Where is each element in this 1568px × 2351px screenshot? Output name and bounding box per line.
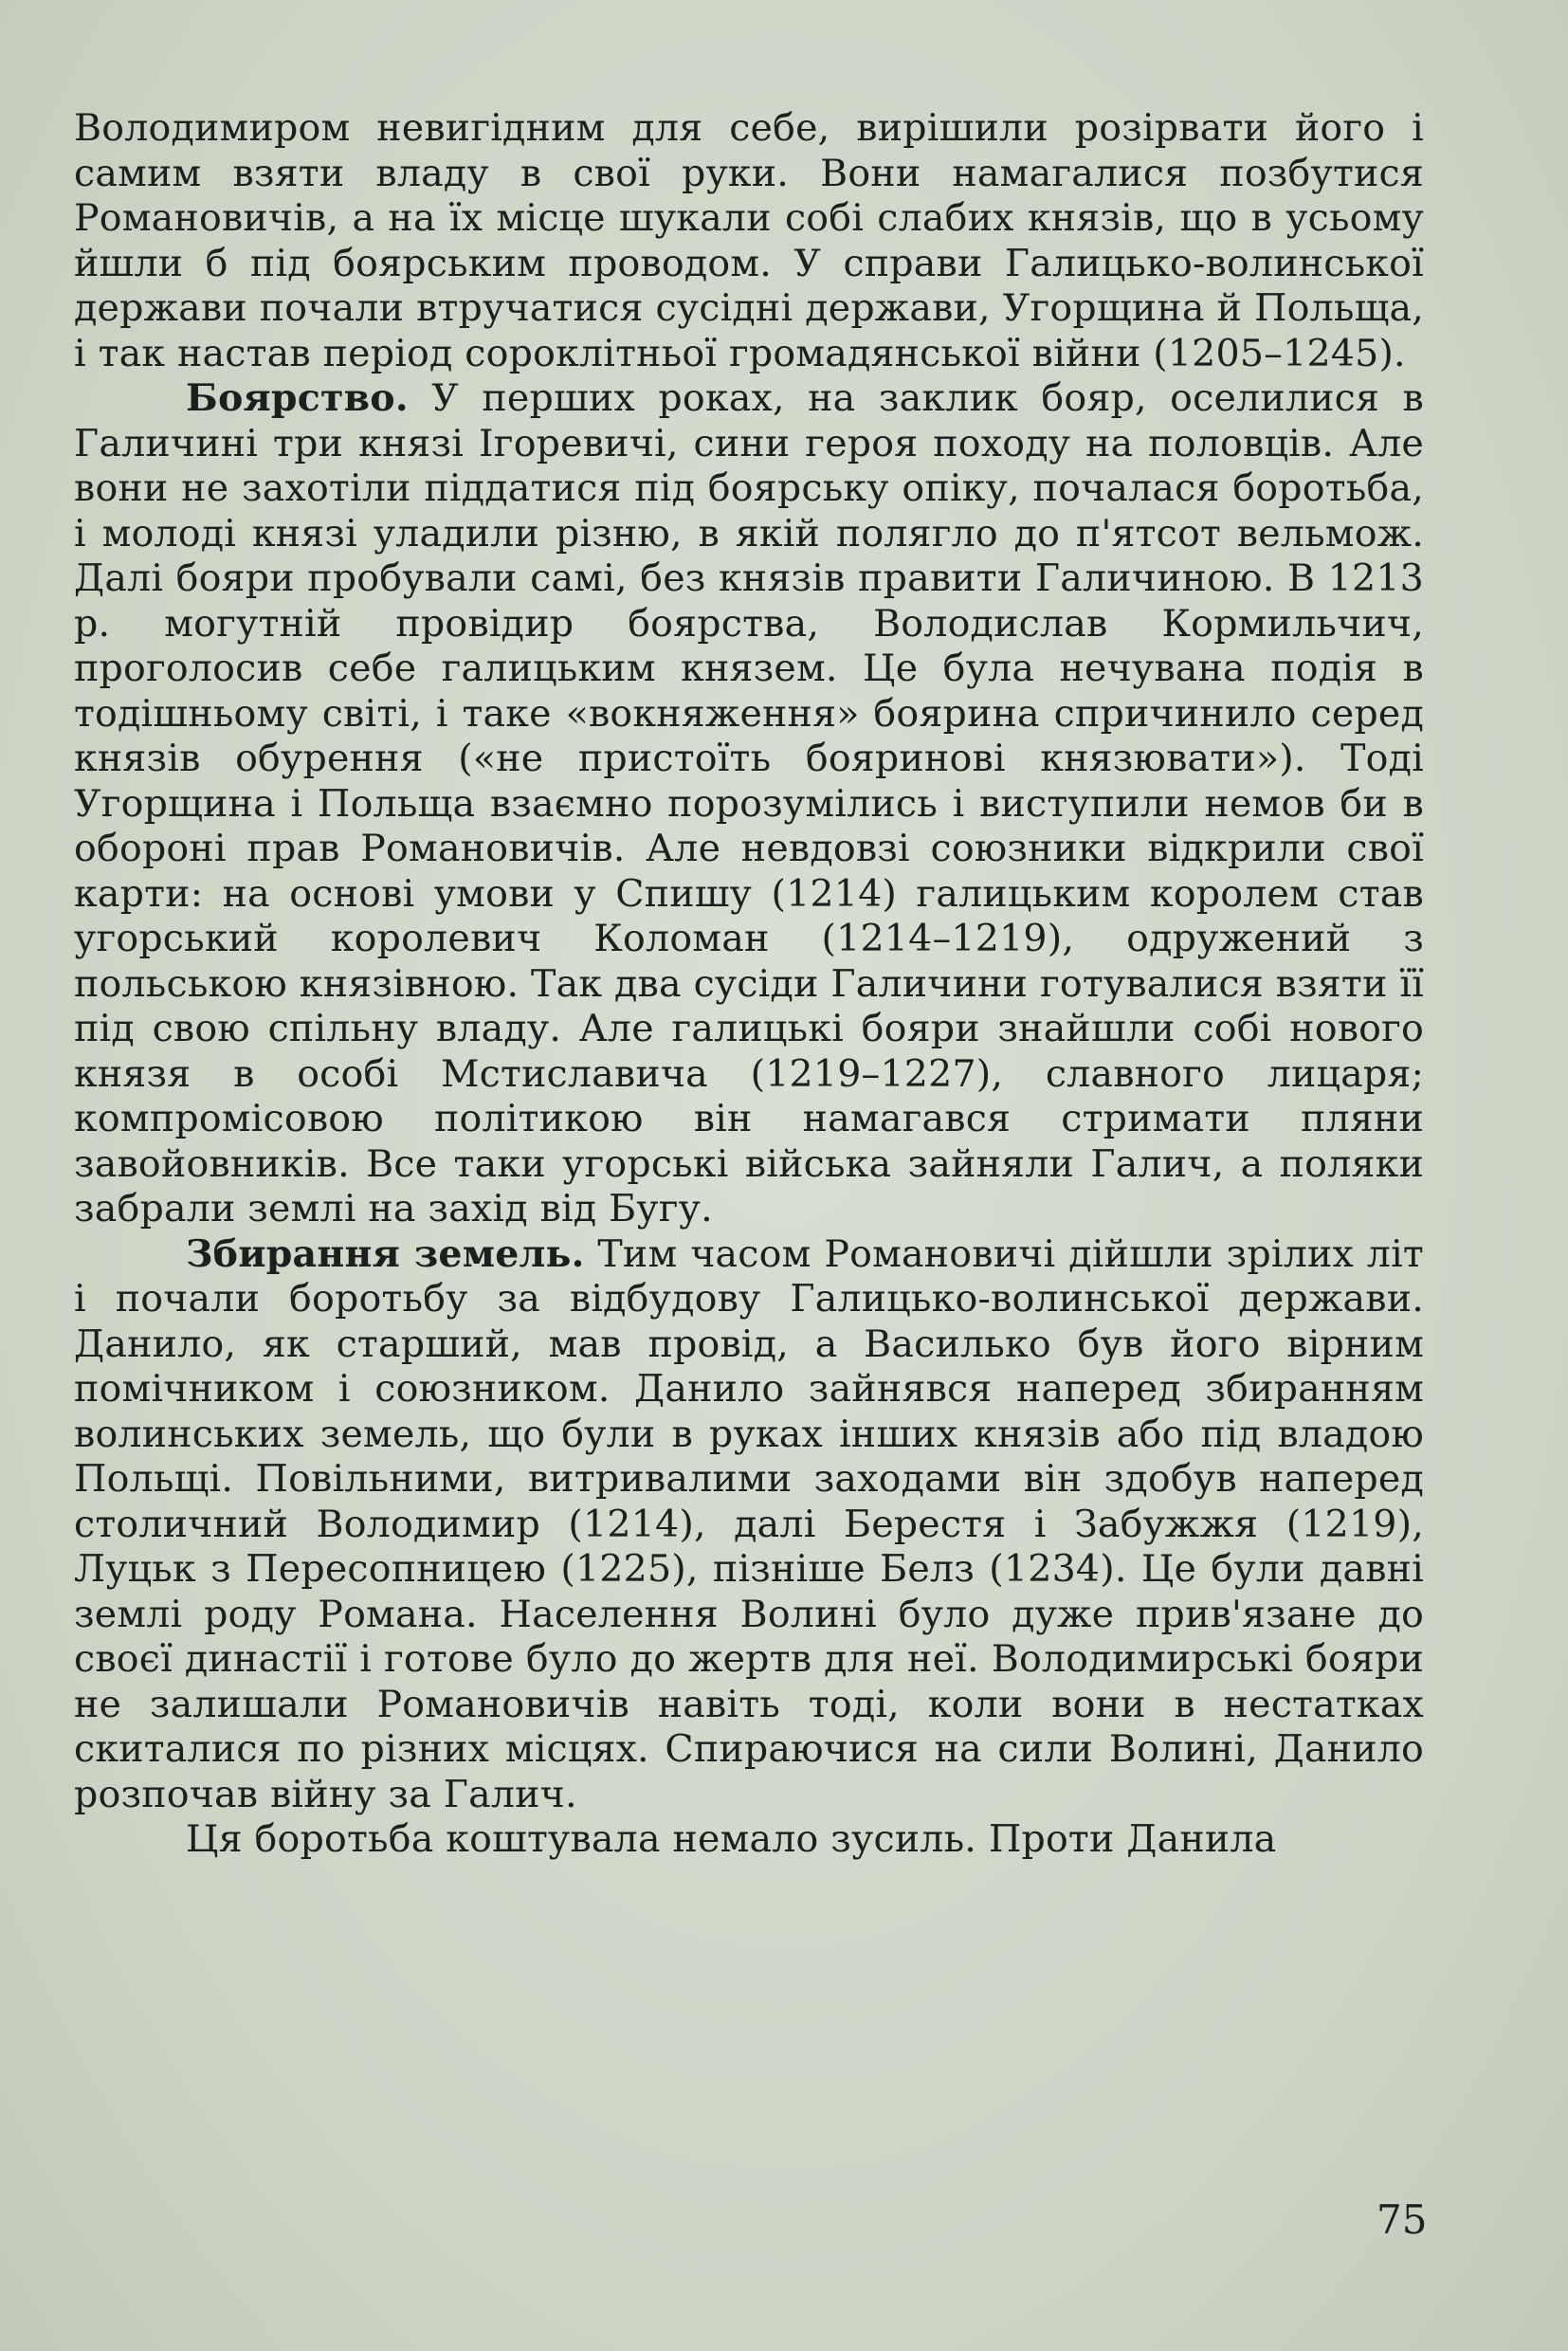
paragraph-continuation [74, 106, 1424, 376]
paragraph-zbyrannia-zemel [74, 1232, 1424, 1818]
paragraph-text: Тим часом Романовичі дійшли зрілих літ і почали боротьбу за відбудову Галицько-волинської держави. Данило, як старший, мав провід, а Василько був його вірним помічником і союзником. Данило зайнявся наперед збиранням волинських земель, що були в руках інших князів або під владою Польщі. Повільними, витривалими заходами він здобув наперед столичний Володимир (1214), далі Берестя і Забужжя (1219), Луцьк з Пересопницею (1225), пізніше Белз (1234). Це були давні землі роду Романа. Населення Волині було дуже прив'язане до своєї династії і готове було до жертв для неї. Володимирські бояри не залишали Романовичів навіть тоді, коли вони в нестатках скиталися по різних місцях. Спираючися на сили Волині, Данило розпочав війну за Галич. [74, 1231, 1424, 1816]
page-number: 75 [1377, 2196, 1428, 2243]
section-heading-boyarstvo: Боярство. [186, 376, 409, 420]
paragraph-text: Володимиром невигідним для себе, вирішили розірвати його і самим взяти владу в свої руки. Вони намагалися позбутися Романовичів, а на їх місце шукали собі слабих князів, що в усьому йшли б під боярським проводом. У справи Галицько-волинської держави почали втручатися сусідні держави, Угорщина й Польща, і так настав період сороклітньої громадянської війни (1205–1245). [74, 106, 1424, 375]
body-text [74, 106, 1424, 1863]
paragraph-text: У перших роках, на заклик бояр, оселилися в Галичині три князі Ігоревичі, сини героя походу на половців. Але вони не захотіли піддатися під боярську опіку, почалася боротьба, і молоді князі уладили різню, в якій полягло до п'ятсот вельмож. Далі бояри пробували самі, без князів правити Галичиною. В 1213 р. могутній провідир боярства, Володислав Кормильчич, проголосив себе галицьким князем. Це була нечувана подія в тодішньому світі, і таке «вокняження» боярина спричинило серед князів обурення («не пристоїть бояринові князювати»). Тоді Угорщина і Польща взаємно порозумілись і виступили немов би в обороні прав Романовичів. Але невдовзі союзники відкрили свої карти: на основі умови у Спишу (1214) галицьким королем став угорський королевич Коломан (1214–1219), одружений з польською князівною. Так два сусіди Галичини готувалися взяти її під свою спільну владу. Але галицькі бояри знайшли собі нового князя в особі Мстиславича (1219–1227), славного лицаря; компромісовою політикою він намагався стримати пляни завойовників. Все таки угорські війська зайняли Галич, а поляки забрали землі на захід від Бугу. [74, 376, 1424, 1230]
section-heading-zbyrannia-zemel: Збирання земель. [186, 1231, 585, 1276]
paragraph-closing [74, 1817, 1424, 1863]
paragraph-boyarstvo [74, 376, 1424, 1232]
paragraph-text: Ця боротьба коштувала немало зусиль. Проти Данила [186, 1817, 1277, 1861]
